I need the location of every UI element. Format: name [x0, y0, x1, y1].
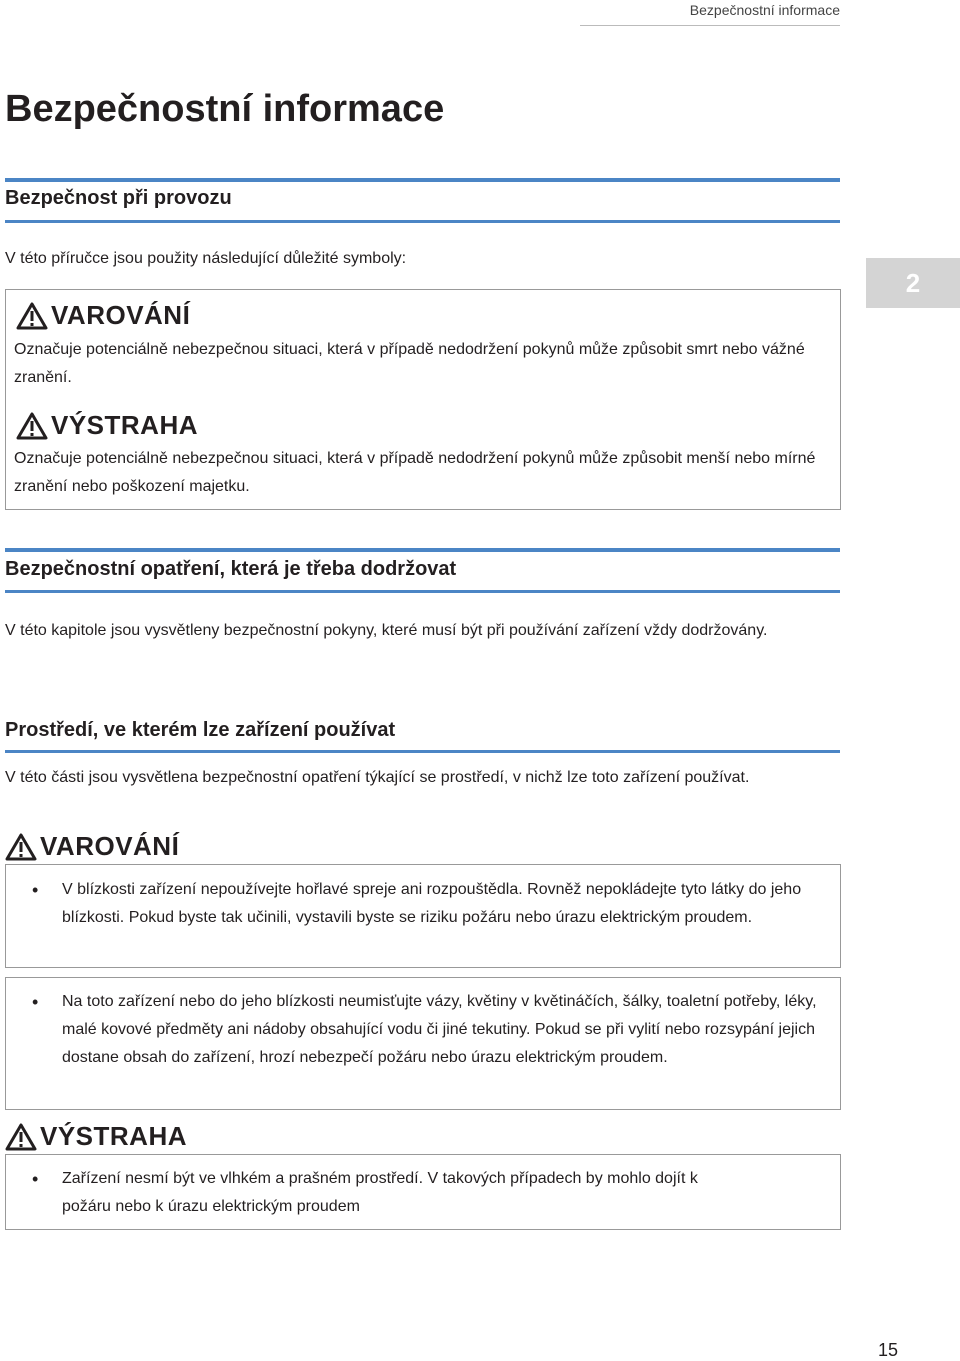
warning-item-box	[5, 977, 841, 1110]
section-rule-bottom	[5, 590, 840, 593]
section-heading-environment: Prostředí, ve kterém lze zařízení používat	[5, 719, 396, 741]
chapter-tab: 2	[866, 258, 960, 308]
bullet-icon: •	[32, 880, 39, 900]
section-heading-operation-safety: Bezpečnost při provozu	[5, 187, 232, 209]
section-rule-top	[5, 178, 840, 182]
page-number: 15	[877, 1340, 898, 1360]
caution-description: Označuje potenciálně nebezpečnou situaci, která v případě nedodržení pokynů může způsobit menší nebo mírné zranění nebo poškození majetku.	[14, 450, 816, 495]
section-rule-bottom	[5, 220, 840, 223]
warning-signal	[16, 300, 190, 331]
warning-triangle-icon	[16, 302, 48, 330]
section-heading-precautions: Bezpečnostní opatření, která je třeba dodržovat	[5, 558, 457, 580]
environment-caution-signal	[5, 1121, 187, 1152]
section-rule-top	[5, 548, 840, 552]
caution-item-box	[5, 1154, 841, 1230]
warning-triangle-icon	[16, 412, 48, 440]
warning-item-text: Na toto zařízení nebo do jeho blízkosti neumisťujte vázy, květiny v květináčích, šálky, toaletní potřeby, léky, malé kovové předměty ani nádoby obsahující vodu či jiné tekutiny. Pokud se při vylití nebo rozsypání jejich dostane obsah do zařízení, hrozí nebezpečí požáru nebo úrazu elektrickým proudem.	[62, 993, 817, 1066]
list-item	[28, 876, 818, 932]
section-intro: V této části jsou vysvětlena bezpečnostní opatření týkající se prostředí, v nichž lze toto zařízení používat.	[5, 769, 750, 786]
list-item	[28, 1165, 748, 1221]
section-rule-bottom	[5, 750, 840, 753]
warning-description: Označuje potenciálně nebezpečnou situaci, která v případě nedodržení pokynů může způsobit smrt nebo vážné zranění.	[14, 341, 805, 386]
caution-item-text: Zařízení nesmí být ve vlhkém a prašném prostředí. V takových případech by mohlo dojít k požáru nebo k úrazu elektrickým proudem	[62, 1170, 698, 1215]
bullet-icon: •	[32, 992, 39, 1012]
running-header: Bezpečnostní informace	[689, 2, 840, 18]
environment-warning-signal	[5, 831, 179, 862]
warning-triangle-icon	[5, 1123, 37, 1151]
warning-triangle-icon	[5, 833, 37, 861]
page-title: Bezpečnostní informace	[5, 88, 445, 130]
header-rule	[580, 25, 840, 26]
section-intro: V této příručce jsou použity následující důležité symboly:	[5, 250, 407, 267]
bullet-icon: •	[32, 1169, 39, 1189]
section-intro: V této kapitole jsou vysvětleny bezpečnostní pokyny, které musí být při používání zařízení vždy dodržovány.	[5, 622, 768, 639]
symbols-box	[5, 289, 841, 510]
warning-label: VAROVÁNÍ	[51, 300, 191, 330]
list-item	[28, 988, 818, 1072]
warning-item-box	[5, 864, 841, 968]
caution-label: VÝSTRAHA	[51, 410, 199, 440]
caution-label: VÝSTRAHA	[40, 1121, 188, 1151]
warning-label: VAROVÁNÍ	[40, 831, 180, 861]
caution-signal	[16, 410, 198, 441]
warning-item-text: V blízkosti zařízení nepoužívejte hořlavé spreje ani rozpouštědla. Rovněž nepokládejte tyto látky do jeho blízkosti. Pokud byste tak učinili, vystavili byste se riziku požáru nebo úrazu elektrickým proudem.	[62, 881, 802, 926]
